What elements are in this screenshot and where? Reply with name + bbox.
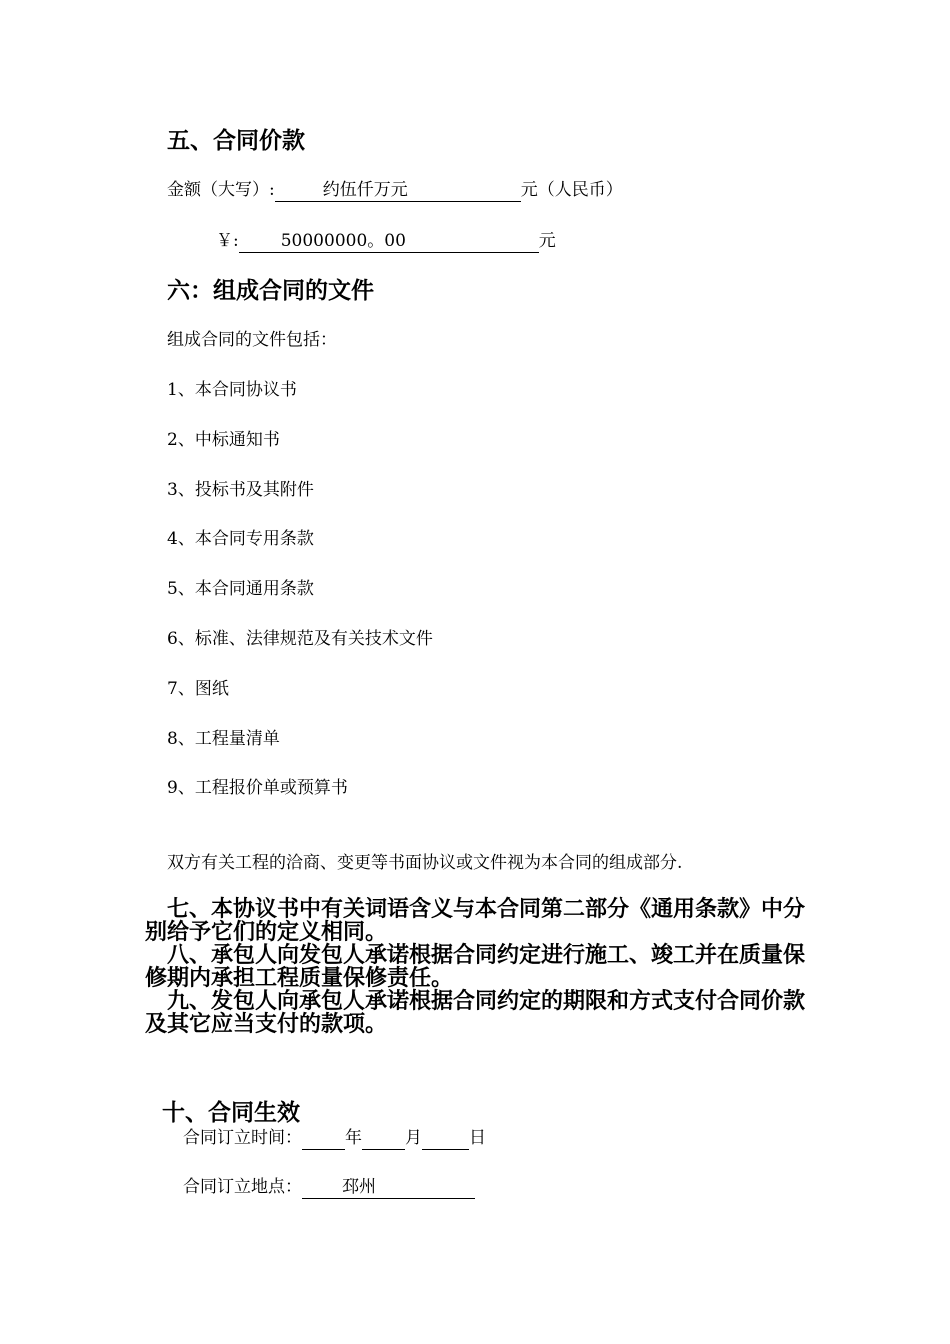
year-label: 年: [345, 1128, 362, 1148]
documents-note: 双方有关工程的洽商、变更等书面协议或文件视为本合同的组成部分.: [167, 853, 683, 873]
month-label: 月: [405, 1128, 422, 1148]
section-5-title: 五、合同价款: [167, 127, 305, 154]
section-8-paragraph: 八、承包人向发包人承诺根据合同约定进行施工、竣工并在质量保修期内承担工程质量保修责任。: [145, 942, 806, 991]
month-blank: [362, 1129, 405, 1150]
signing-place-label: 合同订立地点：: [183, 1177, 302, 1197]
list-item: 4、本合同专用条款: [167, 529, 314, 549]
section-9-paragraph: 九、发包人向承包人承诺根据合同约定的期限和方式支付合同价款及其它应当支付的款项。: [145, 988, 806, 1037]
section-6-title: 六：组成合同的文件: [167, 277, 374, 304]
list-item: 9、工程报价单或预算书: [167, 778, 348, 798]
amount-number-suffix: 元: [538, 231, 556, 251]
signing-date-line: [183, 1123, 486, 1150]
year-blank: [302, 1129, 345, 1150]
amount-words-suffix: 元（人民币）: [520, 180, 623, 200]
amount-number-line: [216, 226, 556, 253]
list-item: 5、本合同通用条款: [167, 579, 314, 599]
amount-words-value: 约伍仟万元: [322, 180, 408, 200]
list-item: 7、图纸: [167, 679, 229, 699]
list-item: 2、中标通知书: [167, 430, 280, 450]
list-item: 8、工程量清单: [167, 729, 280, 749]
place-value: 邳州: [342, 1177, 376, 1197]
amount-words-blank: [275, 181, 521, 202]
signing-date-label: 合同订立时间：: [183, 1128, 302, 1148]
place-blank: [302, 1178, 475, 1199]
list-item: 3、投标书及其附件: [167, 480, 314, 500]
section-10-title: 十、合同生效: [162, 1099, 300, 1126]
yen-label: ￥:: [216, 231, 239, 251]
list-item: 6、标准、法律规范及有关技术文件: [167, 629, 433, 649]
documents-intro: 组成合同的文件包括：: [167, 330, 337, 350]
list-item: 1、本合同协议书: [167, 380, 297, 400]
day-blank: [422, 1129, 469, 1150]
section-7-paragraph: 七、本协议书中有关词语含义与本合同第二部分《通用条款》中分别给予它们的定义相同。: [145, 896, 806, 945]
amount-number-value: 50000000。00: [280, 231, 406, 251]
amount-words-line: [167, 175, 623, 202]
day-label: 日: [469, 1128, 486, 1148]
signing-place-line: [183, 1172, 475, 1199]
amount-number-blank: [239, 232, 539, 253]
amount-words-label: 金额（大写）:: [167, 180, 275, 200]
